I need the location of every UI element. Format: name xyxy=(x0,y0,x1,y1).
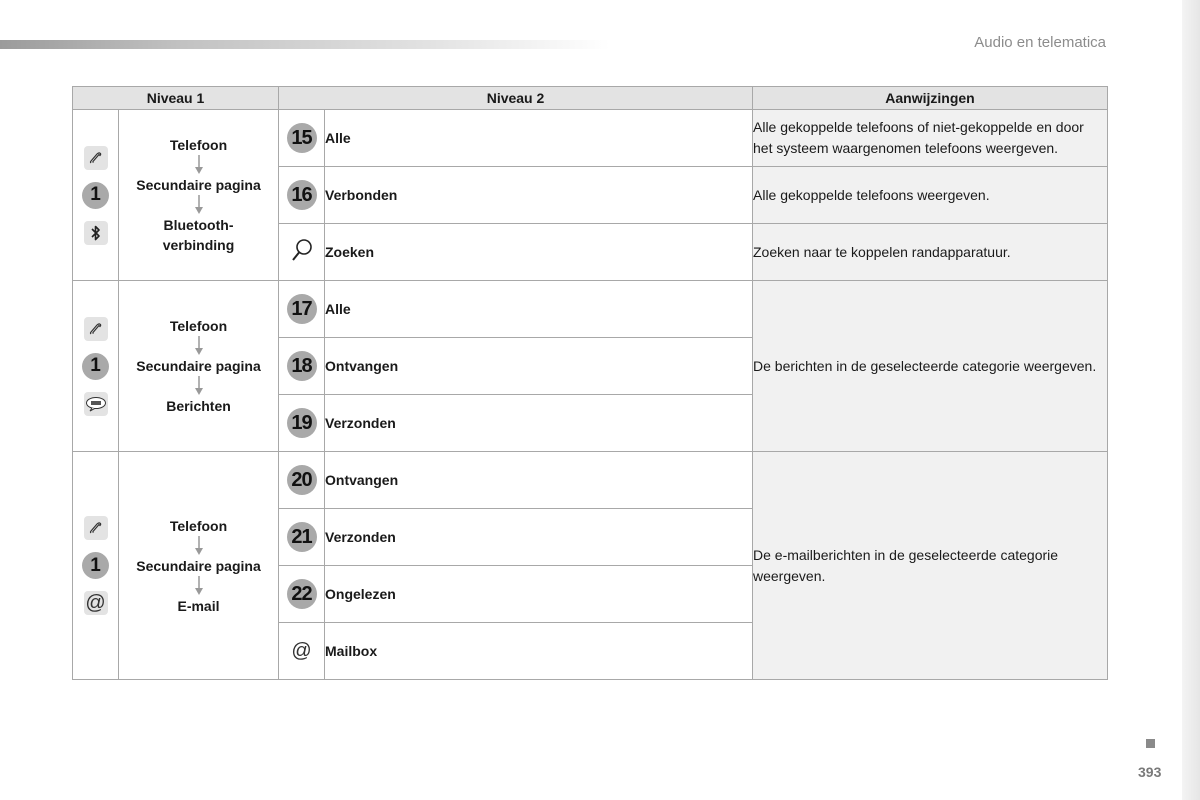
section-title: Audio en telematica xyxy=(974,34,1106,51)
item-label: Ontvangen xyxy=(325,452,753,509)
column-header-aanwijzingen: Aanwijzingen xyxy=(753,87,1108,110)
flow-step-secundaire-pagina: Secundaire pagina xyxy=(136,358,261,374)
column-header-niveau-1: Niveau 1 xyxy=(73,87,279,110)
page-marker xyxy=(1146,739,1155,748)
flow-step-berichten: Berichten xyxy=(166,398,231,414)
flow-arrow-icon xyxy=(194,155,204,175)
item-note: Zoeken naar te koppelen randapparatuur. xyxy=(753,224,1108,281)
level1-flow-email xyxy=(119,452,279,680)
flow-step-telefoon: Telefoon xyxy=(169,318,228,334)
flow-step-secundaire-pagina: Secundaire pagina xyxy=(136,177,261,193)
flow-arrow-icon xyxy=(194,195,204,215)
group-note-email: De e-mailberichten in de geselecteerde categorie weergeven. xyxy=(753,452,1108,680)
item-label: Verbonden xyxy=(325,167,753,224)
level1-icons-berichten xyxy=(73,281,119,452)
item-number-badge: 20 xyxy=(287,465,317,495)
item-label: Mailbox xyxy=(325,623,753,680)
phone-icon xyxy=(84,516,108,540)
phone-icon xyxy=(84,317,108,341)
item-note: Alle gekoppelde telefoons of niet-gekoppelde en door het systeem waargenomen telefoons weergeven. xyxy=(753,110,1108,167)
sms-icon xyxy=(84,392,108,416)
item-number-badge: 21 xyxy=(287,522,317,552)
table-header-row xyxy=(73,87,1108,110)
group-note-berichten: De berichten in de geselecteerde categorie weergeven. xyxy=(753,281,1108,452)
item-number-badge: 17 xyxy=(287,294,317,324)
flow-step-telefoon: Telefoon xyxy=(169,517,228,534)
column-header-niveau-2: Niveau 2 xyxy=(279,87,753,110)
flow-step-e-mail: E-mail xyxy=(177,597,220,614)
item-number-badge: 16 xyxy=(287,180,317,210)
flow-arrow-icon xyxy=(194,336,204,356)
item-number-badge: 22 xyxy=(287,579,317,609)
item-label: Verzonden xyxy=(325,509,753,566)
table-row xyxy=(73,281,1108,338)
level1-icons-bluetooth xyxy=(73,110,119,281)
item-label: Zoeken xyxy=(325,224,753,281)
flow-arrow-icon xyxy=(194,376,204,396)
flow-step-bluetooth-verbinding: Bluetooth-verbinding xyxy=(162,217,235,253)
header-decoration-bar xyxy=(0,40,610,49)
step-badge: 1 xyxy=(82,182,109,209)
item-label: Ontvangen xyxy=(325,338,753,395)
item-label: Alle xyxy=(325,281,753,338)
flow-step-secundaire-pagina: Secundaire pagina xyxy=(136,557,261,574)
item-number-badge: 19 xyxy=(287,408,317,438)
step-badge: 1 xyxy=(82,353,109,380)
flow-step-telefoon: Telefoon xyxy=(169,137,228,153)
step-badge: 1 xyxy=(82,552,109,579)
item-label: Alle xyxy=(325,110,753,167)
item-number-badge: 15 xyxy=(287,123,317,153)
menu-table xyxy=(72,86,1108,680)
table-row xyxy=(73,452,1108,509)
item-note: Alle gekoppelde telefoons weergeven. xyxy=(753,167,1108,224)
item-number-badge: 18 xyxy=(287,351,317,381)
table-row xyxy=(73,110,1108,167)
page-edge-strip xyxy=(1182,0,1200,800)
level1-flow-bluetooth xyxy=(119,110,279,281)
level1-flow-berichten xyxy=(119,281,279,452)
at-icon: @ xyxy=(291,639,312,662)
at-icon: @ xyxy=(85,591,106,614)
phone-icon xyxy=(84,146,108,170)
item-label: Verzonden xyxy=(325,395,753,452)
level1-icons-email xyxy=(73,452,119,680)
flow-arrow-icon xyxy=(194,576,204,596)
bluetooth-icon xyxy=(84,221,108,245)
flow-arrow-icon xyxy=(194,536,204,556)
search-icon xyxy=(290,238,314,264)
item-label: Ongelezen xyxy=(325,566,753,623)
page-number: 393 xyxy=(1138,764,1162,780)
